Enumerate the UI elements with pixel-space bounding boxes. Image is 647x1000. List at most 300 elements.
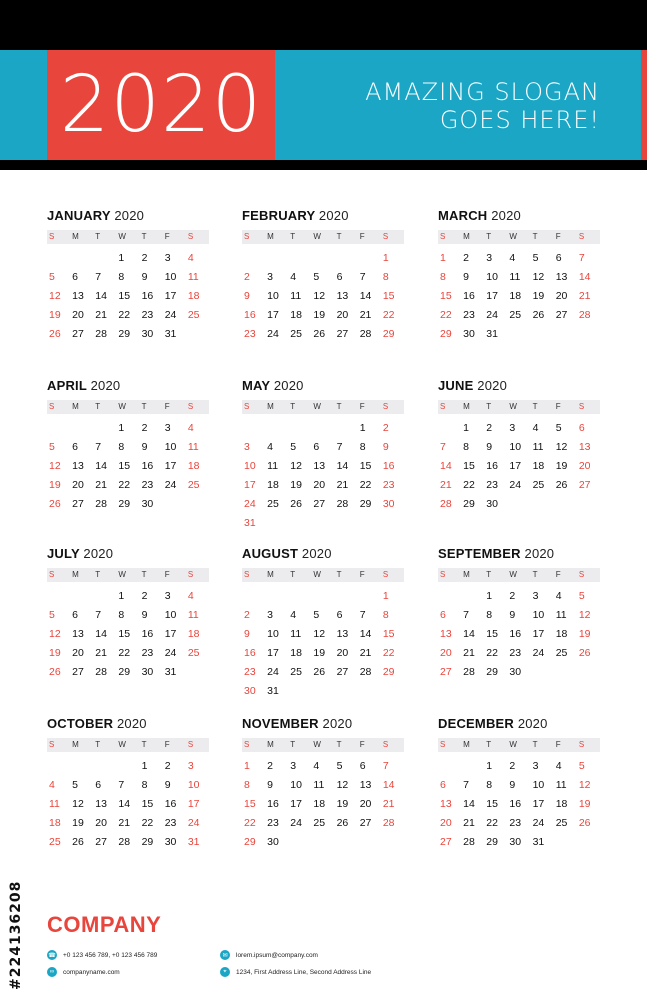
- week-row: [242, 586, 404, 605]
- weekday-label: M: [72, 232, 79, 241]
- year-box: [47, 50, 275, 160]
- weekday-label: M: [463, 232, 470, 241]
- day-cell: 5: [290, 440, 297, 453]
- day-cell: 5: [313, 608, 320, 621]
- weekday-label: T: [141, 402, 147, 411]
- weekday-label: S: [382, 570, 389, 579]
- day-cell: 9: [141, 608, 148, 621]
- day-cell: 24: [187, 816, 200, 829]
- day-cell: 11: [555, 778, 567, 791]
- day-cell: 3: [164, 251, 171, 264]
- weekday-label: W: [313, 570, 321, 579]
- weekday-label: M: [463, 570, 470, 579]
- day-cell: 11: [187, 270, 199, 283]
- day-cell: 18: [555, 797, 568, 810]
- month-title: [438, 716, 600, 734]
- day-cell: 1: [118, 589, 125, 602]
- weekday-label: F: [555, 570, 561, 579]
- day-cell: 1: [486, 589, 493, 602]
- day-cell: 6: [440, 778, 446, 791]
- day-cell: 21: [359, 308, 372, 321]
- day-cell: 29: [359, 497, 372, 510]
- day-cell: 3: [532, 589, 539, 602]
- day-cell: 23: [141, 646, 154, 659]
- day-cell: 13: [72, 627, 84, 640]
- day-cell: 15: [486, 797, 498, 810]
- weekday-label: T: [141, 740, 147, 749]
- day-cell: 4: [290, 270, 297, 283]
- day-cell: 20: [95, 816, 107, 829]
- day-cell: 28: [95, 665, 107, 678]
- weekday-label: W: [313, 232, 321, 241]
- day-cell: 19: [313, 308, 326, 321]
- weekday-header: [47, 738, 209, 752]
- day-cell: 16: [141, 459, 154, 472]
- week-row: [438, 418, 600, 437]
- day-cell: 28: [118, 835, 131, 848]
- day-cell: 13: [555, 270, 568, 283]
- week-row: [47, 418, 209, 437]
- day-cell: 31: [164, 665, 177, 678]
- weekday-label: S: [440, 232, 446, 241]
- day-cell: 14: [359, 289, 372, 302]
- month-october: [47, 716, 209, 851]
- day-cell: 17: [267, 308, 279, 321]
- month-february: [242, 208, 404, 343]
- month-name: JUNE: [438, 378, 474, 393]
- day-cell: 4: [49, 778, 55, 791]
- month-name: OCTOBER: [47, 716, 114, 731]
- day-cell: 30: [509, 665, 522, 678]
- week-row: [47, 662, 209, 681]
- month-title: [47, 378, 209, 396]
- day-cell: 18: [187, 459, 200, 472]
- day-cell: 7: [463, 778, 469, 791]
- day-cell: 15: [244, 797, 256, 810]
- day-cell: 24: [290, 816, 302, 829]
- day-cell: 19: [72, 816, 84, 829]
- day-cell: 16: [509, 627, 522, 640]
- day-cell: 20: [72, 478, 84, 491]
- weekday-label: S: [382, 740, 389, 749]
- day-cell: 27: [95, 835, 107, 848]
- day-cell: 17: [532, 627, 545, 640]
- day-cell: 3: [267, 608, 273, 621]
- day-cell: 2: [486, 421, 493, 434]
- day-cell: 11: [49, 797, 60, 810]
- day-cell: 7: [95, 270, 102, 283]
- day-cell: 25: [187, 646, 200, 659]
- week-row: [438, 832, 600, 851]
- weekday-label: F: [164, 402, 170, 411]
- weekday-label: T: [95, 740, 101, 749]
- weekday-label: M: [267, 740, 274, 749]
- week-row: [438, 794, 600, 813]
- day-cell: 6: [440, 608, 446, 621]
- day-cell: 13: [440, 627, 452, 640]
- day-cell: 7: [359, 608, 366, 621]
- day-cell: 25: [532, 478, 545, 491]
- day-cell: 12: [49, 289, 61, 302]
- day-cell: 25: [267, 497, 279, 510]
- weekday-label: M: [72, 570, 79, 579]
- weekday-header: [47, 568, 209, 582]
- weekday-label: W: [118, 570, 126, 579]
- weekday-label: T: [532, 402, 538, 411]
- weekday-label: M: [72, 740, 79, 749]
- day-cell: 9: [382, 440, 389, 453]
- month-title: [47, 208, 209, 226]
- day-cell: 14: [95, 459, 107, 472]
- day-cell: 30: [141, 665, 154, 678]
- day-cell: 22: [359, 478, 372, 491]
- day-cell: 25: [313, 816, 326, 829]
- day-cell: 3: [290, 759, 297, 772]
- month-august: [242, 546, 404, 700]
- day-cell: 2: [267, 759, 273, 772]
- weekday-label: T: [141, 232, 147, 241]
- day-cell: 26: [72, 835, 84, 848]
- day-cell: 30: [486, 497, 498, 510]
- day-cell: 15: [382, 289, 395, 302]
- day-cell: 27: [359, 816, 372, 829]
- day-cell: 24: [532, 816, 545, 829]
- day-cell: 16: [141, 289, 154, 302]
- slogan-line-1: AMAZING SLOGAN: [365, 78, 600, 106]
- week-row: [242, 832, 404, 851]
- day-cell: 14: [95, 627, 107, 640]
- weekday-label: W: [118, 740, 126, 749]
- day-cell: 25: [509, 308, 522, 321]
- day-cell: 13: [72, 459, 84, 472]
- day-cell: 5: [578, 589, 585, 602]
- day-cell: 28: [359, 665, 372, 678]
- day-cell: 6: [578, 421, 585, 434]
- day-cell: 10: [509, 440, 522, 453]
- day-cell: 9: [244, 627, 250, 640]
- day-cell: 25: [187, 308, 200, 321]
- day-cell: 24: [267, 665, 279, 678]
- month-july: [47, 546, 209, 681]
- month-name: NOVEMBER: [242, 716, 319, 731]
- day-cell: 2: [509, 759, 516, 772]
- day-cell: 27: [336, 665, 349, 678]
- weekday-label: S: [187, 740, 194, 749]
- weekday-label: S: [578, 570, 585, 579]
- day-cell: 22: [244, 816, 256, 829]
- day-cell: 22: [382, 646, 395, 659]
- day-cell: 23: [244, 327, 256, 340]
- weekday-label: F: [359, 740, 365, 749]
- day-cell: 24: [267, 327, 279, 340]
- day-cell: 15: [118, 459, 131, 472]
- week-row: [438, 586, 600, 605]
- day-cell: 7: [336, 440, 343, 453]
- weekday-label: S: [578, 740, 585, 749]
- day-cell: 11: [187, 440, 199, 453]
- day-cell: 28: [578, 308, 591, 321]
- week-row: [47, 643, 209, 662]
- day-cell: 11: [187, 608, 199, 621]
- day-cell: 14: [95, 289, 107, 302]
- day-cell: 11: [555, 608, 567, 621]
- weekday-label: M: [267, 402, 274, 411]
- week-row: [242, 681, 404, 700]
- day-cell: 27: [440, 665, 452, 678]
- day-cell: 29: [440, 327, 452, 340]
- month-name: APRIL: [47, 378, 87, 393]
- day-cell: 28: [95, 497, 107, 510]
- day-cell: 31: [486, 327, 498, 340]
- weekday-label: W: [509, 570, 517, 579]
- phone-icon: ☎: [47, 950, 57, 960]
- day-cell: 21: [95, 308, 107, 321]
- month-title: [438, 378, 600, 396]
- day-cell: 17: [267, 646, 279, 659]
- day-cell: 29: [141, 835, 154, 848]
- day-cell: 18: [313, 797, 326, 810]
- day-cell: 16: [382, 459, 395, 472]
- day-cell: 17: [509, 459, 522, 472]
- week-row: [47, 756, 209, 775]
- week-row: [438, 643, 600, 662]
- day-cell: 27: [555, 308, 568, 321]
- day-cell: 24: [486, 308, 498, 321]
- day-cell: 2: [463, 251, 469, 264]
- week-row: [242, 324, 404, 343]
- weekday-label: W: [313, 402, 321, 411]
- day-cell: 24: [509, 478, 522, 491]
- day-cell: 21: [95, 646, 107, 659]
- month-title: [242, 546, 404, 564]
- day-cell: 26: [49, 497, 61, 510]
- day-cell: 16: [141, 627, 154, 640]
- day-cell: 30: [267, 835, 279, 848]
- weekday-label: T: [290, 402, 296, 411]
- day-cell: 15: [382, 627, 395, 640]
- day-cell: 18: [267, 478, 279, 491]
- day-cell: 27: [72, 497, 84, 510]
- month-december: [438, 716, 600, 851]
- month-title: [438, 546, 600, 564]
- day-cell: 31: [244, 516, 256, 529]
- day-cell: 31: [164, 327, 177, 340]
- day-cell: 17: [187, 797, 200, 810]
- day-cell: 23: [509, 646, 522, 659]
- weekday-label: W: [313, 740, 321, 749]
- day-cell: 9: [509, 778, 516, 791]
- weekday-label: S: [244, 232, 250, 241]
- day-cell: 8: [141, 778, 148, 791]
- week-row: [242, 643, 404, 662]
- week-row: [47, 813, 209, 832]
- day-cell: 1: [118, 251, 125, 264]
- day-cell: 7: [95, 608, 102, 621]
- week-row: [47, 775, 209, 794]
- day-cell: 22: [118, 478, 131, 491]
- day-cell: 8: [244, 778, 250, 791]
- month-name: DECEMBER: [438, 716, 514, 731]
- day-cell: 18: [509, 289, 522, 302]
- stock-id: #224136208: [8, 880, 24, 990]
- month-year: 2020: [318, 208, 349, 223]
- day-cell: 20: [578, 459, 591, 472]
- week-row: [438, 324, 600, 343]
- day-cell: 9: [267, 778, 273, 791]
- day-cell: 12: [290, 459, 302, 472]
- day-cell: 14: [336, 459, 349, 472]
- day-cell: 19: [532, 289, 545, 302]
- day-cell: 27: [72, 665, 84, 678]
- weekday-label: S: [440, 740, 446, 749]
- day-cell: 6: [95, 778, 102, 791]
- day-cell: 4: [555, 759, 562, 772]
- day-cell: 3: [509, 421, 516, 434]
- day-cell: 17: [244, 478, 256, 491]
- weekday-label: T: [290, 232, 296, 241]
- day-cell: 20: [72, 308, 84, 321]
- day-cell: 10: [164, 440, 177, 453]
- day-cell: 22: [118, 646, 131, 659]
- weekday-label: S: [244, 402, 250, 411]
- week-row: [242, 775, 404, 794]
- day-cell: 19: [578, 797, 591, 810]
- website-text: companyname.com: [63, 968, 120, 976]
- month-march: [438, 208, 600, 343]
- weekday-label: T: [336, 740, 342, 749]
- weekday-label: F: [164, 232, 170, 241]
- day-cell: 18: [49, 816, 61, 829]
- day-cell: 26: [313, 665, 326, 678]
- weekday-label: F: [359, 402, 365, 411]
- day-cell: 22: [486, 646, 498, 659]
- month-year: 2020: [273, 378, 304, 393]
- month-title: [242, 716, 404, 734]
- week-row: [47, 437, 209, 456]
- day-cell: 12: [336, 778, 349, 791]
- day-cell: 30: [509, 835, 522, 848]
- weekday-label: T: [532, 570, 538, 579]
- day-cell: 11: [267, 459, 279, 472]
- day-cell: 26: [290, 497, 302, 510]
- day-cell: 27: [313, 497, 326, 510]
- day-cell: 26: [49, 327, 61, 340]
- day-cell: 26: [555, 478, 568, 491]
- weekday-label: F: [164, 570, 170, 579]
- day-cell: 23: [141, 308, 154, 321]
- month-name: JULY: [47, 546, 80, 561]
- weekday-label: M: [463, 402, 470, 411]
- month-name: SEPTEMBER: [438, 546, 521, 561]
- day-cell: 5: [72, 778, 78, 791]
- month-november: [242, 716, 404, 851]
- weekday-label: W: [509, 232, 517, 241]
- header-red-strip: [641, 50, 647, 160]
- link-icon: ∞: [47, 967, 57, 977]
- day-cell: 7: [463, 608, 469, 621]
- day-cell: 26: [578, 816, 591, 829]
- day-cell: 8: [359, 440, 366, 453]
- day-cell: 19: [49, 478, 61, 491]
- month-year: 2020: [477, 378, 508, 393]
- day-cell: 24: [164, 478, 177, 491]
- day-cell: 8: [118, 270, 125, 283]
- day-cell: 21: [578, 289, 591, 302]
- day-cell: 19: [336, 797, 349, 810]
- company-name: COMPANY: [47, 912, 162, 937]
- day-cell: 21: [463, 816, 475, 829]
- weekday-label: S: [578, 232, 585, 241]
- weekday-label: F: [359, 232, 365, 241]
- day-cell: 5: [532, 251, 539, 264]
- day-cell: 2: [244, 608, 250, 621]
- day-cell: 16: [244, 646, 256, 659]
- week-row: [438, 624, 600, 643]
- day-cell: 22: [118, 308, 131, 321]
- week-row: [438, 775, 600, 794]
- day-cell: 17: [486, 289, 498, 302]
- day-cell: 12: [72, 797, 84, 810]
- week-row: [47, 305, 209, 324]
- weekday-label: T: [290, 570, 296, 579]
- day-cell: 12: [578, 778, 591, 791]
- day-cell: 16: [463, 289, 475, 302]
- day-cell: 30: [141, 327, 154, 340]
- day-cell: 4: [555, 589, 562, 602]
- day-cell: 14: [578, 270, 591, 283]
- weekday-label: S: [382, 232, 389, 241]
- day-cell: 30: [382, 497, 395, 510]
- weekday-label: S: [49, 740, 55, 749]
- weekday-label: F: [359, 570, 365, 579]
- day-cell: 17: [164, 459, 177, 472]
- day-cell: 5: [49, 608, 55, 621]
- day-cell: 29: [382, 327, 395, 340]
- weekday-header: [47, 230, 209, 244]
- weekday-header: [242, 738, 404, 752]
- contact-phone: [47, 950, 157, 960]
- week-row: [242, 305, 404, 324]
- day-cell: 25: [49, 835, 61, 848]
- month-year: 2020: [116, 716, 147, 731]
- weekday-label: W: [509, 402, 517, 411]
- week-row: [47, 605, 209, 624]
- weekday-label: T: [532, 232, 538, 241]
- month-name: AUGUST: [242, 546, 299, 561]
- day-cell: 1: [118, 421, 125, 434]
- day-cell: 4: [509, 251, 516, 264]
- day-cell: 13: [359, 778, 372, 791]
- weekday-label: T: [290, 740, 296, 749]
- day-cell: 9: [244, 289, 250, 302]
- day-cell: 4: [187, 589, 194, 602]
- weekday-header: [242, 230, 404, 244]
- slogan-line-2: GOES HERE!: [439, 106, 600, 134]
- week-row: [47, 456, 209, 475]
- day-cell: 25: [555, 646, 568, 659]
- weekday-label: F: [164, 740, 170, 749]
- day-cell: 24: [244, 497, 256, 510]
- day-cell: 12: [49, 459, 61, 472]
- weekday-label: T: [486, 232, 492, 241]
- week-row: [242, 418, 404, 437]
- day-cell: 30: [244, 684, 256, 697]
- day-cell: 13: [336, 627, 349, 640]
- day-cell: 21: [118, 816, 131, 829]
- day-cell: 2: [141, 589, 148, 602]
- day-cell: 18: [290, 308, 302, 321]
- day-cell: 26: [532, 308, 545, 321]
